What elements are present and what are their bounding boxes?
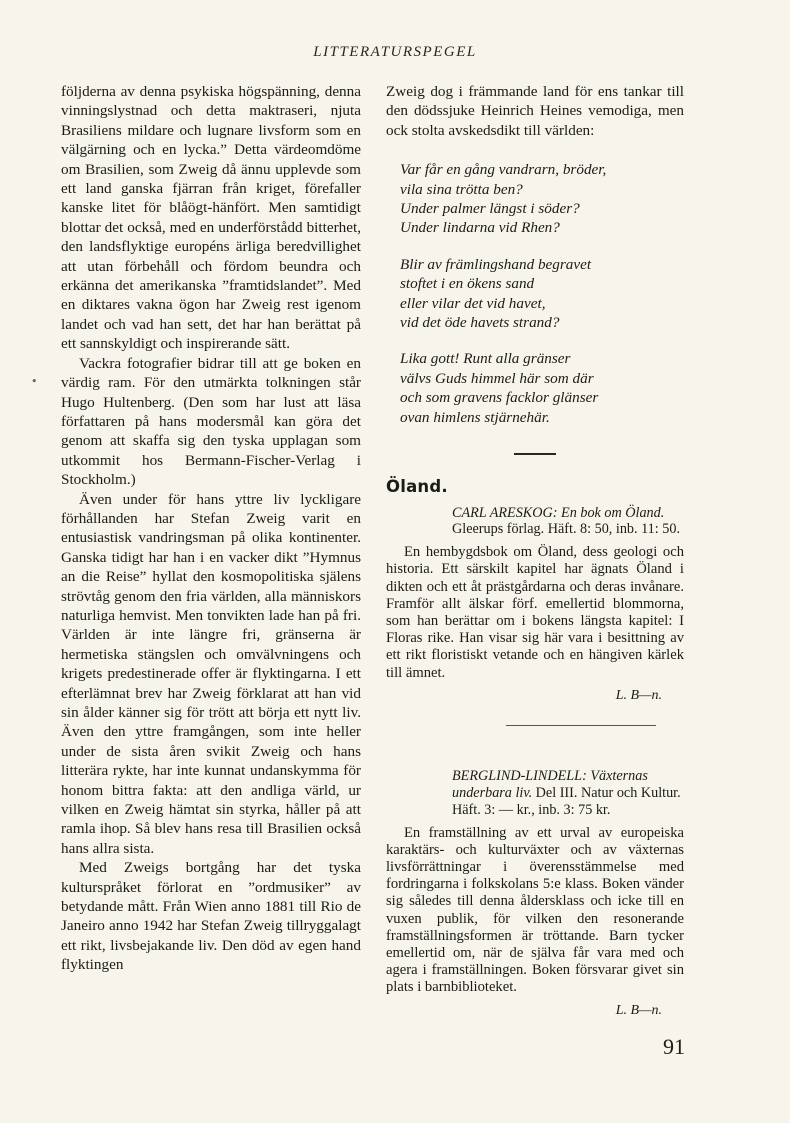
- section-divider: [514, 453, 556, 455]
- review-book-title: Växternas underbara liv.: [452, 768, 648, 801]
- review-author: CARL ARESKOG:: [452, 504, 558, 521]
- poem-line: Blir av främlingshand begravet: [400, 255, 592, 273]
- poem-line: vila sina trötta ben?: [400, 180, 523, 198]
- margin-dot: •: [31, 375, 38, 388]
- poem-line: ovan himlens stjärnehär.: [400, 408, 550, 426]
- review-publication-details: Gleerups förlag. Häft. 8: 50, inb. 11: 50.: [452, 521, 681, 538]
- poem-line: vid det öde havets strand?: [400, 314, 560, 332]
- review-signature: L. B—n.: [615, 1002, 662, 1018]
- review-berglind-lindell: [386, 768, 684, 1020]
- review-book-title: En bok om Öland.: [561, 504, 665, 521]
- essay-paragraph: följderna av denna psykiska högspänning, denna vinningslystnad och detta maktraseri, njuta Brasiliens mildare och lugnare livsform som en välgärning och en lycka.” Detta värdeomdöme om Brasilien, som Zweig då ännu upplevde som ett land ganska fjärran från kriget, förefaller kanske litet för blåögt-hänfört. Men samtidigt blottar det också, med en underförstådd bitterhet, den landsflyktige européns ärliga beredvillighet att utan förbehåll och fördom beundra och erkänna det amerikanska ”framtidslandet”. Med en diktares vakna ögon har Zweig rest igenom landet och vad han sett, det har han berättat på ett sannskyldigt och inspirerande sätt.: [61, 83, 361, 353]
- essay-paragraph: Vackra fotografier bidrar till att ge boken en värdig ram. För den utmärkta tolkningen står Hugo Hultenberg. (Den som har lust att läsa författaren på hans modersmål kan göra det genom att skaffa sig den tyska upplagan som utkommit hos Bermann-Fischer-Verlag i Stockholm.): [61, 354, 361, 489]
- poem-line: Lika gott! Runt alla gränser: [400, 350, 571, 368]
- poem-line: Under lindarna vid Rhen?: [400, 219, 560, 237]
- review-bibliography: [452, 505, 684, 539]
- right-column: [386, 82, 684, 1020]
- poem-line: Under palmer längst i söder?: [400, 200, 580, 218]
- review-publication-details: Del III. Natur och Kultur. Häft. 3: — kr., inb. 3: 75 kr.: [452, 784, 681, 818]
- review-text: En hembygdsbok om Öland, dess geologi och historia. Ett särskilt kapitel har ägnats Öland i dikten och ett åt prästgårdarna och deras invånare. Framför allt älskar förf. emellertid blommorna, som han berättar om i bokens längsta kapitel: I Floras rike. Han visar sig här vara i besittning av ett rikt floristiskt vetande och en hängiven kärlek till ämnet.: [386, 544, 684, 681]
- review-bibliography: [452, 768, 684, 818]
- review-text: En framställning av ett urval av europeiska karaktärs- och kulturväxter och av växternas livsförrättningar i överensstämmelse med fordringarna i folkskolans 5:e klass. Boken vänder sig således till denna åldersklass och icke till en vuxen publik, för vilken den resonerande framställningsformen är tröttande. Barn tycker emellertid om, när de själva får vara med och agera i framställningen. Boken försvarar givet sin plats i barnbiblioteket.: [386, 824, 684, 996]
- left-column: [61, 82, 361, 975]
- poem-line: eller vilar det vid havet,: [400, 294, 546, 312]
- poem-stanza: [400, 349, 684, 427]
- section-heading: Öland.: [386, 477, 448, 497]
- poem-intro: Zweig dog i främmande land för ens tankar till den dödssjuke Heinrich Heines vemodiga, men ock stolta avskedsdikt till världen:: [386, 83, 684, 139]
- poem-stanza: [400, 160, 684, 238]
- essay-paragraph: Med Zweigs bortgång har det tyska kulturspråket förlorat en ”ordmusiker” av betydande mått. Från Wien anno 1881 till Rio de Janeiro anno 1942 har Stefan Zweig tillryggalagt ett rikt, livsbejakande liv. Den död av egen hand flyktingen: [61, 859, 361, 974]
- poem-line: och som gravens facklor glänser: [400, 389, 599, 407]
- poem-line: välvs Guds himmel här som där: [400, 369, 594, 387]
- review-divider: [506, 725, 656, 726]
- poem-stanza: [400, 255, 684, 333]
- review-signature: L. B—n.: [615, 687, 662, 703]
- running-title: LITTERATURSPEGEL: [313, 44, 477, 60]
- page-number: 91: [663, 1034, 685, 1059]
- poem-line: Var får en gång vandrarn, bröder,: [400, 161, 607, 179]
- essay-paragraph: Även under för hans yttre liv lyckligare förhållanden har Stefan Zweig varit en entusiastisk vandringsman på olika kontinenter. Ganska tidigt har han i en vacker dikt ”Hymnus an die Reise” hyllat den kosmopolitiska själens strövtåg genom den fria världen, alla människors naturliga hemvist. Men tonvikten lade han på fri. Världen är inte längre fri, gränserna är hermetiska stängslen och omvälvningens och krigets predestinerade offer är flyktingarna. I ett efterlämnat brev har Zweig förklarat att han vid sin ålder känner sig för trött att börja ett nytt liv. Även den yttre framgången, som inte heller under de sista åren svikit Zweig och hans litterära rykte, har inte kunnat undanskymma för honom bittra fakta: att den andliga värld, ur vilken en Zweig hämtat sin styrka, håller på att ramla ihop. Så blev hans resa till Brasilien också hans allra sista.: [61, 490, 361, 857]
- poem-line: stoftet i en ökens sand: [400, 275, 535, 293]
- heine-poem: [400, 160, 684, 427]
- review-areskog: [386, 505, 684, 706]
- review-author: BERGLIND-LINDELL:: [452, 768, 587, 785]
